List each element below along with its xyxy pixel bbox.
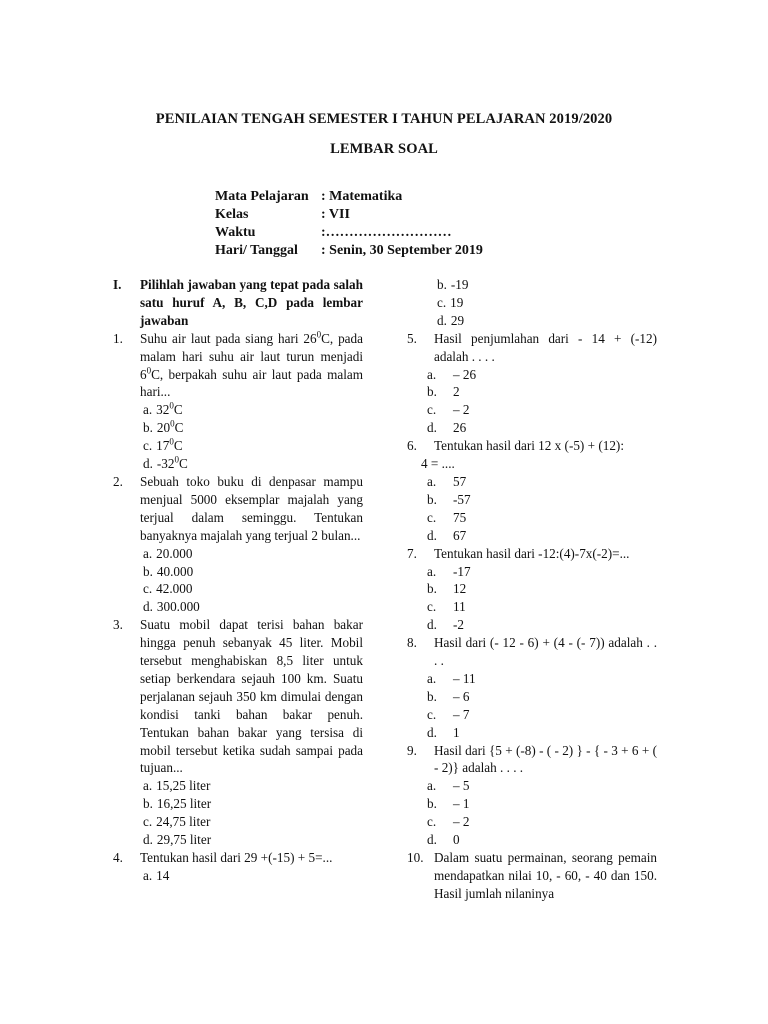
- meta-row-subject: [215, 188, 483, 206]
- question-number: 8.: [407, 635, 417, 651]
- option-d: d. $-32^0C$: [143, 454, 188, 472]
- question-number: 4.: [113, 850, 123, 865]
- question-number: 5.: [407, 330, 417, 346]
- option-d: d. 26: [427, 420, 467, 436]
- meta-label: Hari/ Tanggal: [215, 243, 298, 258]
- option-d: d. -2: [427, 617, 464, 633]
- question-1: [113, 330, 363, 402]
- question-9: [407, 742, 657, 778]
- page-subtitle: LEMBAR SOAL: [330, 141, 438, 157]
- question-text: Suatu mobil dapat terisi bahan bakar hingga penuh sebanyak 45 liter. Mobil tersebut menghabiskan 8,5 liter untuk setiap berkendara sejauh 100 km. Suatu perjalanan sejauh 350 km dimulai dengan kondisi tanki bahan bakar penuh. Tentukan bahan bakar yang tersisa di mobil tersebut ketika sudah sampai pada tujuan...: [140, 617, 363, 776]
- option-c: c. – 7: [427, 706, 470, 722]
- question-3: [113, 616, 363, 777]
- option-b: b. 12: [427, 581, 467, 597]
- question-number: 9.: [407, 742, 417, 758]
- option-c: c. $17^0C$: [143, 436, 183, 454]
- meta-row-time: [215, 224, 483, 242]
- option-b: b. – 1: [427, 796, 470, 812]
- question-4: [113, 849, 363, 867]
- question-text: Hasil dari (- 12 - 6) + (4 - (- 7)) adalah . . . .: [434, 635, 657, 669]
- question-text: Hasil dari {5 + (-8) - ( - 2) } - { - 3 + 6 + ( - 2)} adalah . . . .: [434, 742, 657, 776]
- option-a: a. 57: [427, 473, 467, 489]
- question-text: Suhu air laut pada siang hari $26^0C$, pada malam hari suhu air laut turun menjadi $6^0C$, berpakah suhu air laut pada malam hari...: [140, 329, 363, 400]
- option-c: c. – 2: [427, 402, 470, 418]
- question-text: Tentukan hasil dari -12:(4)-7x(-2)=...: [434, 545, 630, 561]
- option-d: d. 29: [437, 312, 465, 328]
- question-number: 3.: [113, 617, 123, 633]
- option-c: c. 24,75 liter: [143, 814, 211, 830]
- page-title: PENILAIAN TENGAH SEMESTER I TAHUN PELAJARAN 2019/2020: [155, 111, 613, 127]
- option-b: b. 2: [427, 384, 460, 400]
- option-a: a. 20.000: [143, 545, 193, 561]
- option-a: a. – 5: [427, 778, 470, 794]
- option-d: d. 29,75 liter: [143, 832, 212, 848]
- option-c: c. 75: [427, 509, 467, 525]
- question-text-continued: 4 = ....: [421, 456, 455, 472]
- question-2: [113, 473, 363, 545]
- question-number: 1.: [113, 330, 123, 346]
- left-column: [113, 276, 363, 885]
- option-b: b. – 6: [427, 688, 470, 704]
- option-c: c. 42.000: [143, 581, 193, 597]
- question-number: 2.: [113, 473, 123, 489]
- meta-value: :………………………: [321, 225, 452, 240]
- option-d: d. 300.000: [143, 599, 200, 615]
- right-column: [407, 276, 657, 903]
- option-d: d. 1: [427, 724, 460, 740]
- question-number: 6.: [407, 438, 417, 454]
- meta-value: : VII: [321, 207, 350, 222]
- question-10: [407, 849, 657, 903]
- exam-info: [215, 188, 483, 260]
- meta-value: : Senin, 30 September 2019: [321, 243, 483, 258]
- option-a: a. – 11: [427, 670, 476, 686]
- question-5: [407, 330, 657, 366]
- option-b: b. 16,25 liter: [143, 796, 212, 812]
- meta-label: Waktu: [215, 225, 256, 240]
- question-text: Hasil penjumlahan dari - 14 + (-12) adalah . . . .: [434, 330, 657, 364]
- question-text: Tentukan hasil dari 12 x (-5) + (12):: [434, 438, 624, 454]
- question-text: Tentukan hasil dari 29 +(-15) + 5=...: [140, 850, 333, 865]
- question-number: 7.: [407, 545, 417, 561]
- section-number: I.: [113, 277, 122, 292]
- option-b: b. 40.000: [143, 563, 194, 579]
- option-a: a. – 26: [427, 366, 477, 382]
- meta-label: Kelas: [215, 207, 249, 222]
- section-instruction: [113, 276, 363, 330]
- meta-row-class: [215, 206, 483, 224]
- option-b: b. $20^0C$: [143, 418, 184, 436]
- option-b: b. -57: [427, 491, 471, 507]
- meta-row-date: [215, 242, 483, 260]
- option-a: a. -17: [427, 563, 471, 579]
- meta-value: : Matematika: [321, 189, 403, 204]
- option-b: b. -19: [437, 277, 469, 292]
- question-6: [407, 437, 657, 455]
- option-c: c. 19: [437, 294, 464, 310]
- question-7: [407, 545, 657, 563]
- option-a: a. 15,25 liter: [143, 778, 211, 794]
- meta-label: Mata Pelajaran: [215, 189, 309, 204]
- option-c: c. 11: [427, 599, 466, 615]
- question-number: 10.: [407, 850, 424, 865]
- question-8: [407, 634, 657, 670]
- option-c: c. – 2: [427, 814, 470, 830]
- option-d: d. 0: [427, 832, 460, 848]
- instruction-text: Pilihlah jawaban yang tepat pada salah satu huruf A, B, C,D pada lembar jawaban: [140, 277, 363, 328]
- option-d: d. 67: [427, 527, 467, 543]
- question-text: Sebuah toko buku di denpasar mampu menjual 5000 eksemplar majalah yang terjual dalam seminggu. Tentukan banyaknya majalah yang terjual 2 bulan...: [140, 473, 363, 543]
- option-a: a. $32^0C$: [143, 400, 183, 418]
- option-a: a. 14: [143, 867, 170, 883]
- question-text: Dalam suatu permainan, seorang pemain mendapatkan nilai 10, - 60, - 40 dan 150. Hasil jumlah nilaninya: [434, 850, 657, 901]
